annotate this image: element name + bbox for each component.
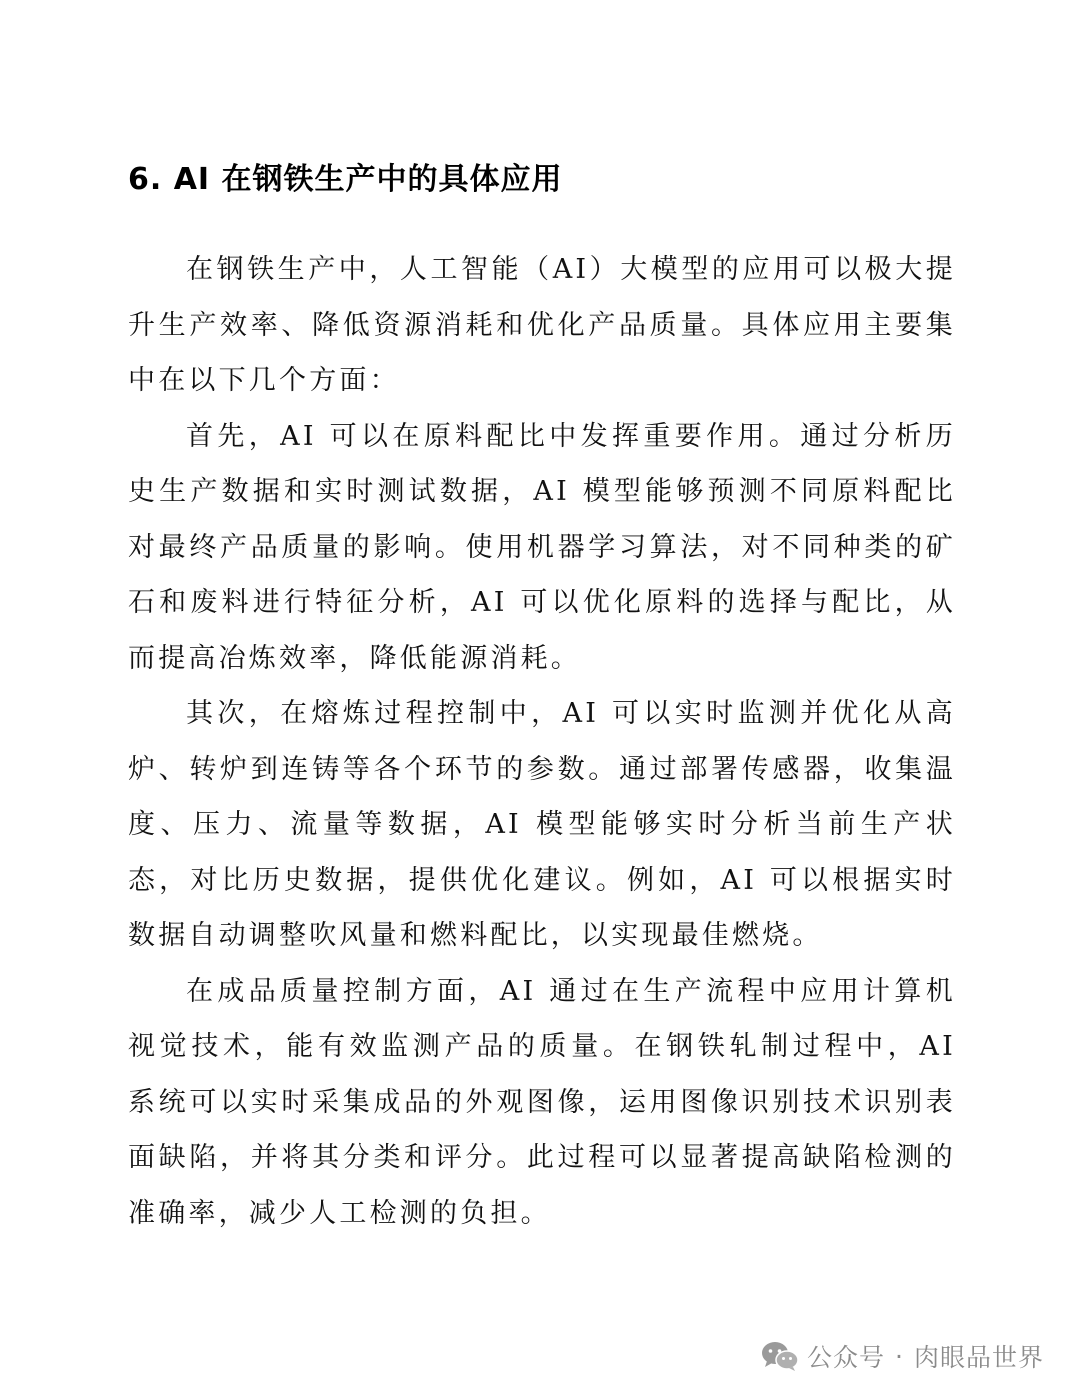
paragraph-smelting-control: 其次，在熔炼过程控制中，AI 可以实时监测并优化从高炉、转炉到连铸等各个环节的参数。通过部署传感器，收集温度、压力、流量等数据，AI 模型能够实时分析当前生产状态，对比历史数据，提供优化建议。例如，AI 可以根据实时数据自动调整吹风量和燃料配比，以实现最佳燃烧。 [128,698,956,951]
paragraph-quality-control: 在成品质量控制方面，AI 通过在生产流程中应用计算机视觉技术，能有效监测产品的质量。在钢铁轧制过程中，AI 系统可以实时采集成品的外观图像，运用图像识别技术识别表面缺陷，并将其分类和评分。此过程可以显著提高缺陷检测的准确率，减少人工检测的负担。 [128,975,956,1229]
section-heading: 6. AI 在钢铁生产中的具体应用 [128,162,563,197]
body-text [128,242,956,1241]
watermark-label: 公众号 [807,1343,886,1372]
watermark [761,1336,1044,1376]
watermark-separator: · [895,1341,904,1371]
watermark-account: 肉眼品世界 [913,1343,1044,1372]
paragraph-raw-material: 首先，AI 可以在原料配比中发挥重要作用。通过分析历史生产数据和实时测试数据，AI 模型能够预测不同原料配比对最终产品质量的影响。使用机器学习算法，对不同种类的矿石和废料进行特征分析，AI 可以优化原料的选择与配比，从而提高冶炼效率，降低能源消耗。 [128,420,956,674]
wechat-icon [761,1340,799,1372]
paragraph-intro: 在钢铁生产中，人工智能（AI）大模型的应用可以极大提升生产效率、降低资源消耗和优化产品质量。具体应用主要集中在以下几个方面： [128,254,956,396]
